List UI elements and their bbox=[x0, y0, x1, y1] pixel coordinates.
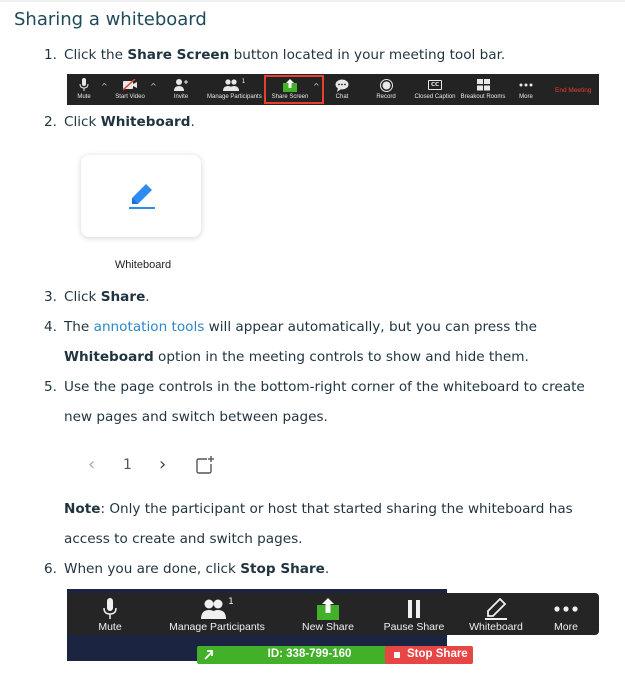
toolbar-invite-button[interactable] bbox=[169, 74, 193, 105]
toolbar-label: Start Video bbox=[115, 94, 145, 100]
invite-icon bbox=[174, 79, 188, 91]
sharing-pause-share-button[interactable] bbox=[383, 593, 445, 635]
step-text: Click the bbox=[64, 47, 128, 63]
step-6 bbox=[44, 561, 329, 577]
sharing-toolbar-screenshot bbox=[67, 589, 599, 663]
step-text: option in the meeting controls to show and hide them. bbox=[153, 349, 529, 365]
step-number: 1. bbox=[44, 47, 57, 63]
previous-page-button[interactable]: ‹ bbox=[88, 454, 96, 475]
whiteboard-page-controls bbox=[84, 453, 224, 477]
toolbar-manage-participants-button[interactable] bbox=[207, 74, 262, 105]
sharing-controls-bar bbox=[67, 593, 599, 635]
end-meeting-button[interactable]: End Meeting bbox=[555, 87, 592, 94]
new-page-icon[interactable] bbox=[195, 455, 215, 475]
toolbar-chat-button[interactable] bbox=[331, 74, 353, 105]
toolbar-label: New Share bbox=[302, 621, 354, 633]
microphone-icon bbox=[103, 598, 117, 620]
note-line-2: access to create and switch pages. bbox=[64, 531, 303, 547]
step-number: 5. bbox=[44, 379, 57, 395]
stop-icon bbox=[394, 652, 400, 658]
step-number: 6. bbox=[44, 561, 57, 577]
more-icon bbox=[519, 83, 533, 87]
page-title: Sharing a whiteboard bbox=[14, 9, 207, 30]
step-emphasis: Stop Share bbox=[240, 561, 325, 577]
participant-count-badge: 1 bbox=[228, 597, 234, 607]
note-line-1 bbox=[64, 501, 573, 517]
toolbar-label: Closed Caption bbox=[414, 94, 456, 100]
toolbar-label: More bbox=[519, 94, 533, 100]
participant-count-badge: 1 bbox=[241, 77, 246, 85]
step-text: Click bbox=[64, 289, 101, 305]
step-5 bbox=[44, 379, 585, 395]
toolbar-label: Pause Share bbox=[383, 621, 445, 633]
note-label: Note bbox=[64, 501, 101, 517]
toolbar-label: More bbox=[554, 621, 578, 633]
step-4-continued bbox=[64, 349, 529, 365]
step-2 bbox=[44, 114, 195, 130]
sharing-new-share-button[interactable] bbox=[303, 593, 353, 635]
breakout-rooms-icon bbox=[477, 79, 490, 91]
step-3 bbox=[44, 289, 150, 305]
stop-share-label: Stop Share bbox=[407, 648, 468, 660]
step-1 bbox=[44, 47, 505, 63]
step-text: When you are done, click bbox=[64, 561, 241, 577]
toolbar-label: Breakout Rooms bbox=[460, 94, 506, 100]
video-off-icon bbox=[122, 79, 138, 91]
sharing-more-button[interactable] bbox=[551, 593, 581, 635]
toolbar-record-button[interactable] bbox=[371, 74, 401, 105]
whiteboard-card-label: Whiteboard bbox=[114, 259, 172, 271]
more-icon bbox=[554, 606, 578, 612]
step-emphasis: Share Screen bbox=[127, 47, 230, 63]
participants-icon bbox=[200, 599, 228, 619]
toolbar-breakout-rooms-button[interactable] bbox=[460, 74, 506, 105]
record-icon bbox=[380, 79, 393, 92]
step-text: . bbox=[145, 289, 150, 305]
sharing-whiteboard-button[interactable] bbox=[471, 593, 521, 635]
whiteboard-pen-icon bbox=[485, 598, 507, 620]
toolbar-label: Share Screen bbox=[271, 94, 309, 100]
pencil-icon bbox=[129, 182, 155, 210]
mute-options-caret[interactable]: ^ bbox=[101, 82, 108, 91]
toolbar-closed-caption-button[interactable] bbox=[415, 74, 455, 105]
step-number: 2. bbox=[44, 114, 57, 130]
step-text: The bbox=[64, 319, 94, 335]
participants-icon bbox=[223, 79, 241, 91]
microphone-icon bbox=[79, 78, 89, 92]
toolbar-mute-button[interactable] bbox=[73, 74, 95, 105]
toolbar-label: Invite bbox=[173, 94, 189, 100]
annotation-tools-link[interactable]: annotation tools bbox=[93, 319, 205, 335]
toolbar-label: Mute bbox=[77, 94, 91, 100]
toolbar-more-button[interactable] bbox=[515, 74, 537, 105]
step-text: . bbox=[190, 114, 195, 130]
step-emphasis: Share bbox=[100, 289, 146, 305]
toolbar-label: Record bbox=[376, 94, 396, 100]
video-options-caret[interactable]: ^ bbox=[150, 82, 157, 91]
closed-caption-icon: CC bbox=[428, 80, 442, 90]
toolbar-label: Mute bbox=[98, 621, 122, 633]
step-4 bbox=[44, 319, 537, 335]
toolbar-label: Whiteboard bbox=[469, 621, 523, 633]
next-page-button[interactable]: › bbox=[159, 454, 167, 475]
sharing-manage-participants-button[interactable] bbox=[169, 593, 265, 635]
whiteboard-share-card[interactable] bbox=[81, 155, 201, 237]
step-emphasis: Whiteboard bbox=[64, 349, 154, 365]
step-text: Click bbox=[64, 114, 101, 130]
sharing-mute-button[interactable] bbox=[95, 593, 125, 635]
step-5-continued: new pages and switch between pages. bbox=[64, 409, 328, 425]
note-text: : Only the participant or host that started sharing the whiteboard has bbox=[100, 501, 573, 517]
step-text: button located in your meeting tool bar. bbox=[229, 47, 506, 63]
meeting-toolbar-screenshot bbox=[67, 74, 599, 105]
stop-share-button[interactable] bbox=[385, 646, 473, 664]
toolbar-start-video-button[interactable] bbox=[115, 74, 145, 105]
step-number: 3. bbox=[44, 289, 57, 305]
step-number: 4. bbox=[44, 319, 57, 335]
meeting-id-text: ID: 338-799-160 bbox=[267, 648, 352, 660]
step-emphasis: Whiteboard bbox=[100, 114, 191, 130]
step-text: . bbox=[324, 561, 330, 577]
top-divider bbox=[0, 0, 625, 2]
new-share-icon bbox=[317, 598, 339, 620]
toolbar-label: Chat bbox=[335, 94, 349, 100]
share-options-caret[interactable]: ^ bbox=[313, 82, 320, 91]
share-screen-highlight bbox=[264, 75, 324, 104]
step-text: Use the page controls in the bottom-right corner of the whiteboard to create bbox=[64, 379, 585, 395]
chat-icon bbox=[335, 79, 349, 92]
toolbar-label: Manage Participants bbox=[207, 94, 262, 100]
toolbar-label: Manage Participants bbox=[169, 621, 265, 633]
step-text: will appear automatically, but you can press the bbox=[204, 319, 537, 335]
pause-icon bbox=[406, 600, 422, 618]
current-page-number: 1 bbox=[123, 457, 132, 473]
